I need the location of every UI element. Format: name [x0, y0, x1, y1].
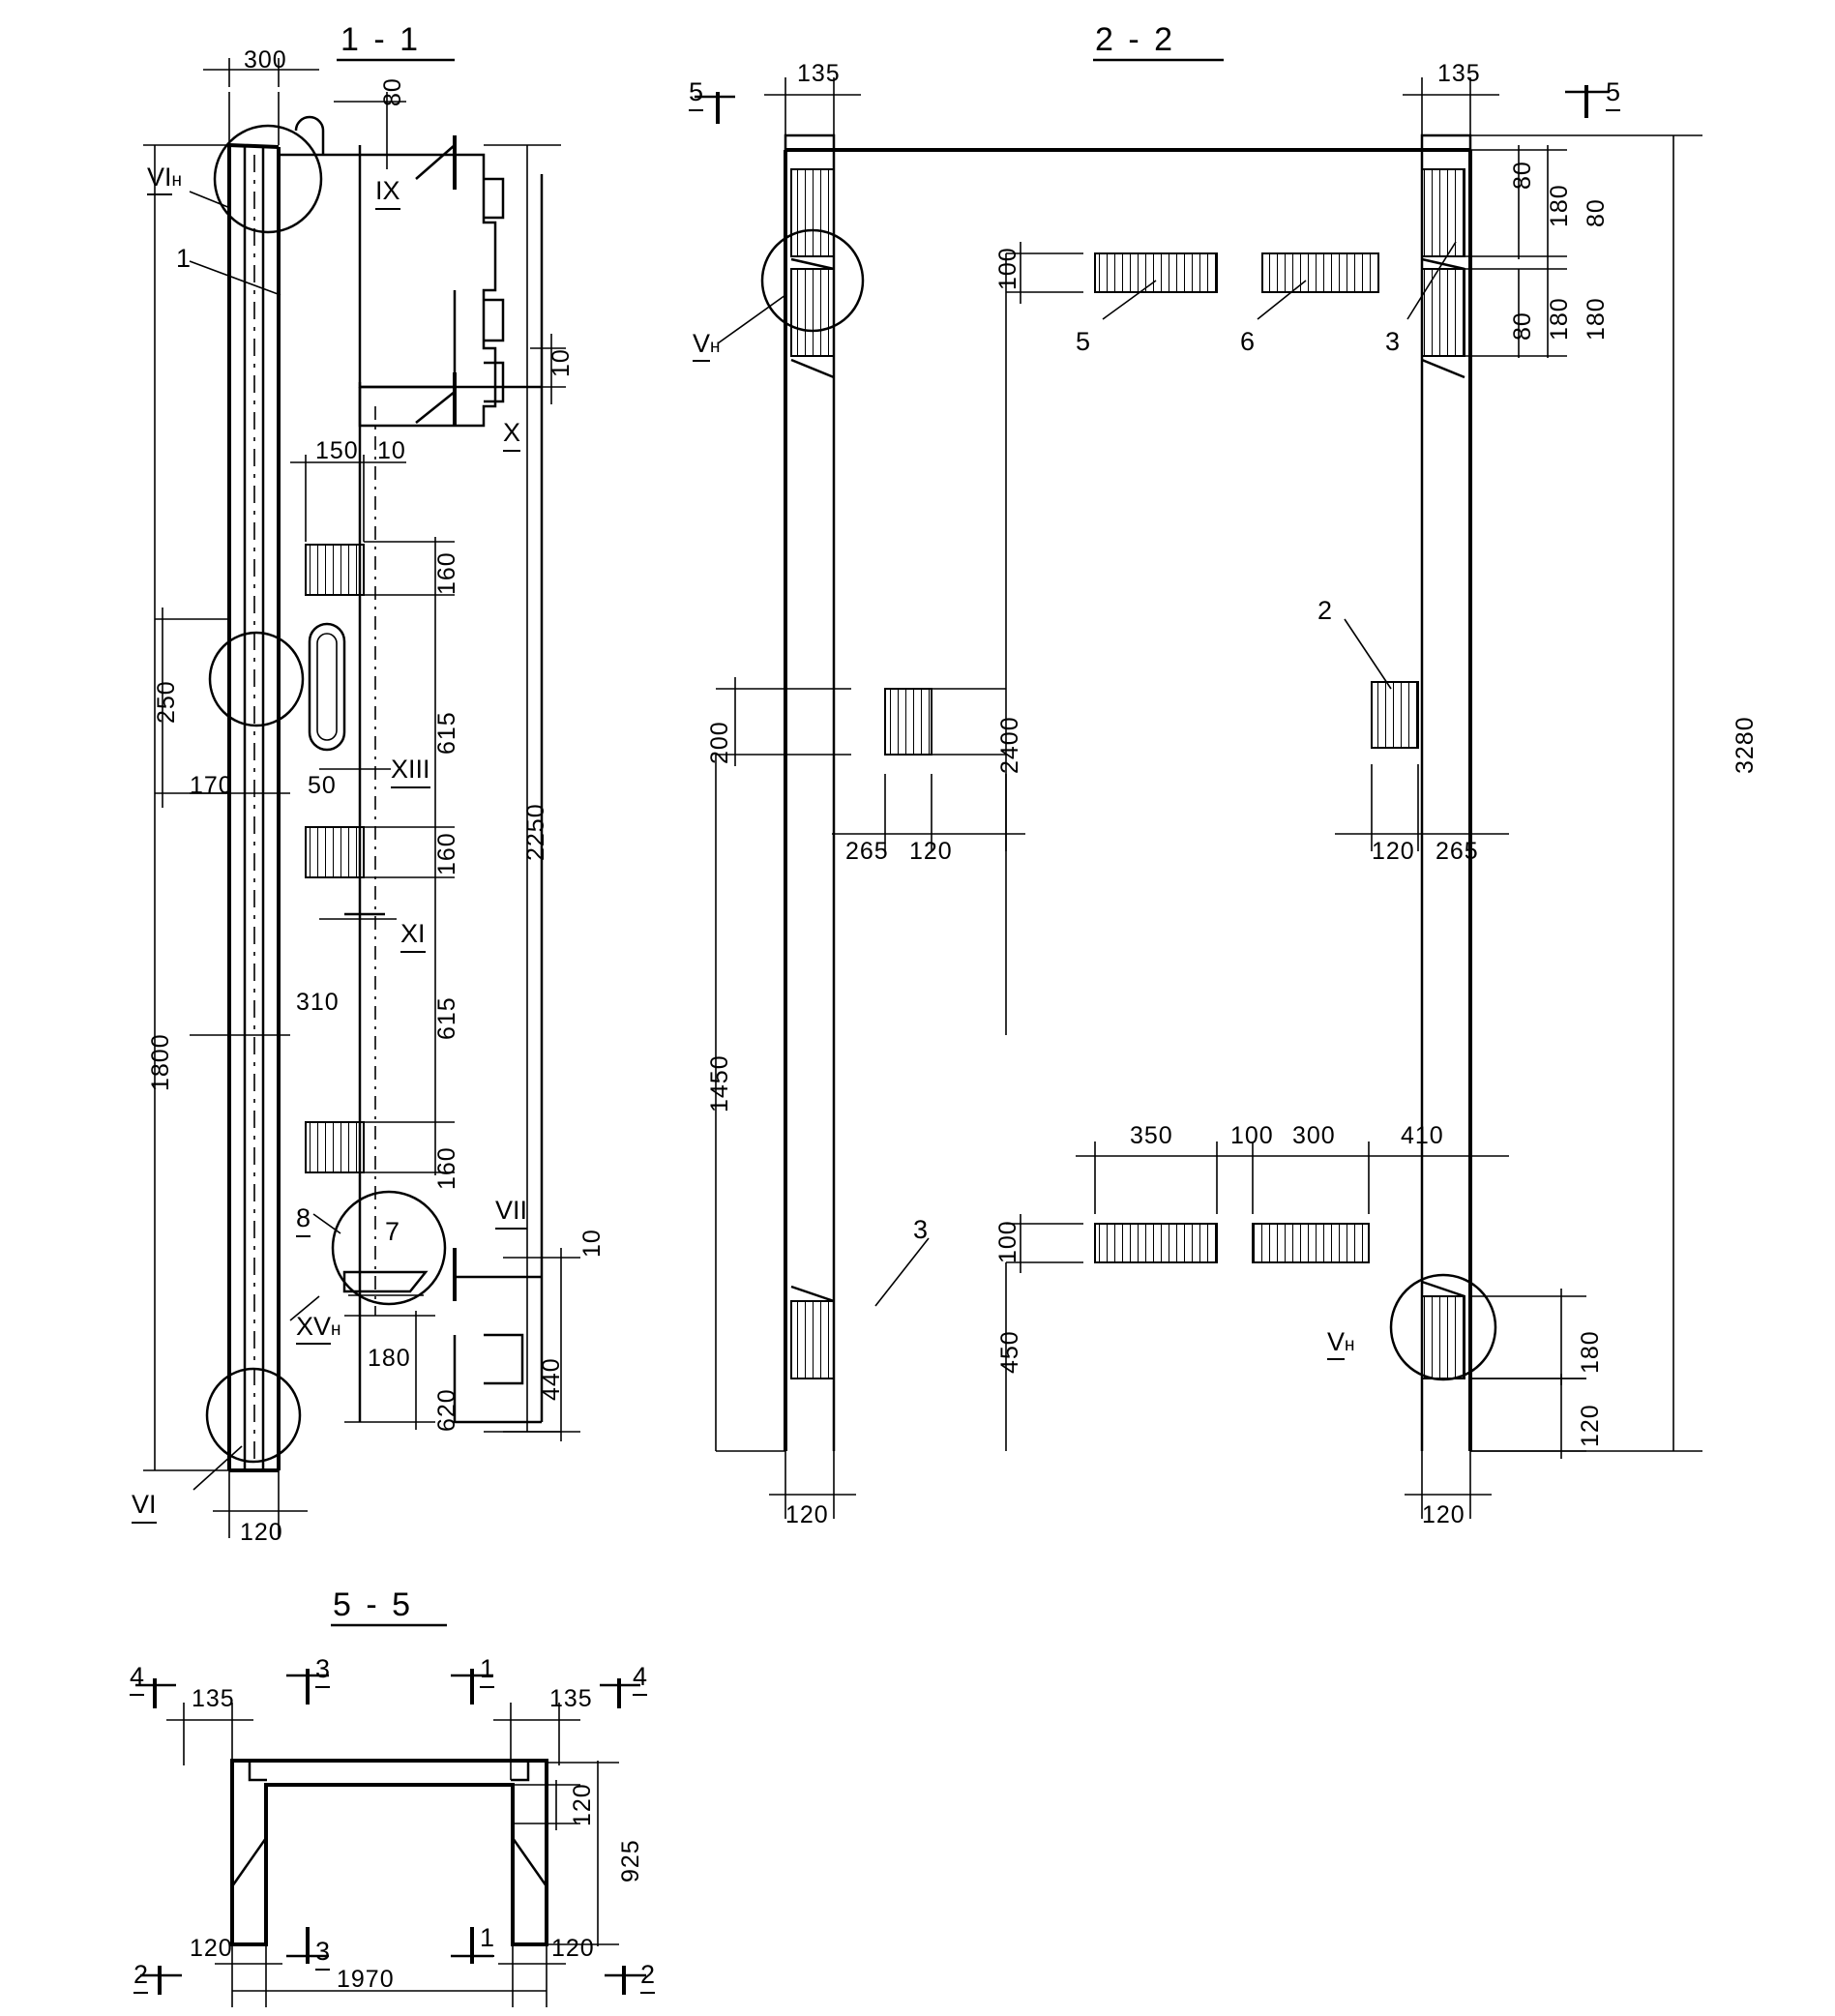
- section-5-left: 5: [689, 77, 703, 111]
- dim-180-a: 180: [1546, 184, 1573, 227]
- dim-10-a: 10: [548, 348, 575, 377]
- dim-1800: 1800: [147, 1033, 174, 1091]
- dim-120-v5-br: 120: [551, 1935, 595, 1962]
- dim-350: 350: [1130, 1122, 1173, 1149]
- view-title-5-5: 5 - 5: [333, 1586, 414, 1623]
- dim-1450: 1450: [706, 1054, 733, 1112]
- dim-160-c: 160: [433, 1146, 460, 1190]
- dim-135-v5-left: 135: [192, 1685, 235, 1712]
- dim-120-bottom-left: 120: [785, 1501, 829, 1528]
- dim-160-a: 160: [433, 551, 460, 595]
- dim-180-c: 180: [1583, 297, 1610, 341]
- dim-120-v5-top: 120: [569, 1783, 596, 1826]
- section-1-top: 1: [480, 1654, 494, 1688]
- dim-180-b: 180: [1546, 297, 1573, 341]
- dim-120-v5-bl: 120: [190, 1935, 233, 1962]
- dim-310: 310: [296, 989, 340, 1016]
- mark-6: 6: [1240, 327, 1256, 356]
- dim-925: 925: [617, 1839, 644, 1883]
- mark-8: 8: [296, 1203, 311, 1237]
- mark-5: 5: [1076, 327, 1091, 356]
- dim-250: 250: [153, 680, 180, 724]
- section-3-bottom: 3: [315, 1937, 330, 1971]
- section-2-left: 2: [133, 1960, 148, 1994]
- dim-80-c: 80: [1509, 161, 1536, 190]
- view-title-2-2: 2 - 2: [1095, 21, 1176, 58]
- dim-265-right: 265: [1435, 838, 1479, 865]
- mark-VI-n: VIн: [147, 163, 182, 193]
- dim-2400: 2400: [996, 716, 1023, 774]
- dim-80: 80: [379, 77, 406, 106]
- dim-10-b: 10: [377, 437, 406, 464]
- dim-100-a: 100: [994, 247, 1021, 290]
- dim-160-b: 160: [433, 832, 460, 875]
- dim-80-b: 80: [1509, 311, 1536, 341]
- section-3-top: 3: [315, 1654, 330, 1688]
- mark-VI: VI: [132, 1490, 157, 1524]
- dim-440: 440: [538, 1357, 565, 1401]
- dim-100-b: 100: [1230, 1122, 1274, 1149]
- dim-120-b: 120: [1577, 1404, 1604, 1447]
- section-4-left: 4: [130, 1662, 144, 1696]
- mark-VII: VII: [495, 1196, 527, 1230]
- mark-1: 1: [176, 244, 192, 273]
- mark-X: X: [503, 418, 520, 452]
- dim-300: 300: [244, 46, 287, 74]
- dim-135-right: 135: [1437, 60, 1481, 87]
- dim-10-c: 10: [578, 1229, 606, 1258]
- dim-80-a: 80: [1583, 198, 1610, 227]
- dim-410: 410: [1401, 1122, 1444, 1149]
- dim-300-v2: 300: [1292, 1122, 1336, 1149]
- section-5-right: 5: [1606, 77, 1620, 111]
- dim-120-left: 120: [909, 838, 953, 865]
- dim-100-c: 100: [994, 1220, 1021, 1263]
- mark-V-n-bottom: Vн: [1327, 1327, 1355, 1357]
- mark-3-top: 3: [1385, 327, 1401, 356]
- dim-180: 180: [368, 1345, 411, 1372]
- dim-120-v1: 120: [240, 1519, 283, 1546]
- dim-1970: 1970: [337, 1966, 395, 1993]
- section-4-right: 4: [633, 1662, 647, 1696]
- dim-135-v5-right: 135: [549, 1685, 593, 1712]
- dim-150: 150: [315, 437, 359, 464]
- dim-170: 170: [190, 772, 233, 799]
- dim-3280: 3280: [1731, 716, 1759, 774]
- dim-120-bottom-right: 120: [1422, 1501, 1465, 1528]
- dim-200: 200: [706, 721, 733, 764]
- mark-7: 7: [385, 1217, 400, 1246]
- mark-IX: IX: [375, 176, 400, 210]
- dim-620: 620: [433, 1388, 460, 1432]
- dim-120-right: 120: [1372, 838, 1415, 865]
- mark-XIII: XIII: [391, 755, 430, 788]
- section-1-bottom: 1: [480, 1923, 494, 1957]
- dim-615-a: 615: [433, 711, 460, 755]
- mark-V-n: Vн: [693, 329, 721, 359]
- mark-3-bottom: 3: [913, 1215, 929, 1244]
- dim-450: 450: [996, 1330, 1023, 1374]
- section-2-right: 2: [640, 1960, 655, 1994]
- dim-180-d: 180: [1577, 1330, 1604, 1374]
- dim-615-b: 615: [433, 996, 460, 1040]
- dim-265-left: 265: [845, 838, 889, 865]
- mark-2: 2: [1317, 596, 1333, 625]
- mark-XI: XI: [400, 919, 426, 953]
- mark-XV-n: XVн: [296, 1312, 341, 1342]
- dim-50: 50: [308, 772, 337, 799]
- dim-2250: 2250: [522, 803, 549, 861]
- dim-135-left: 135: [797, 60, 841, 87]
- view-title-1-1: 1 - 1: [340, 21, 422, 58]
